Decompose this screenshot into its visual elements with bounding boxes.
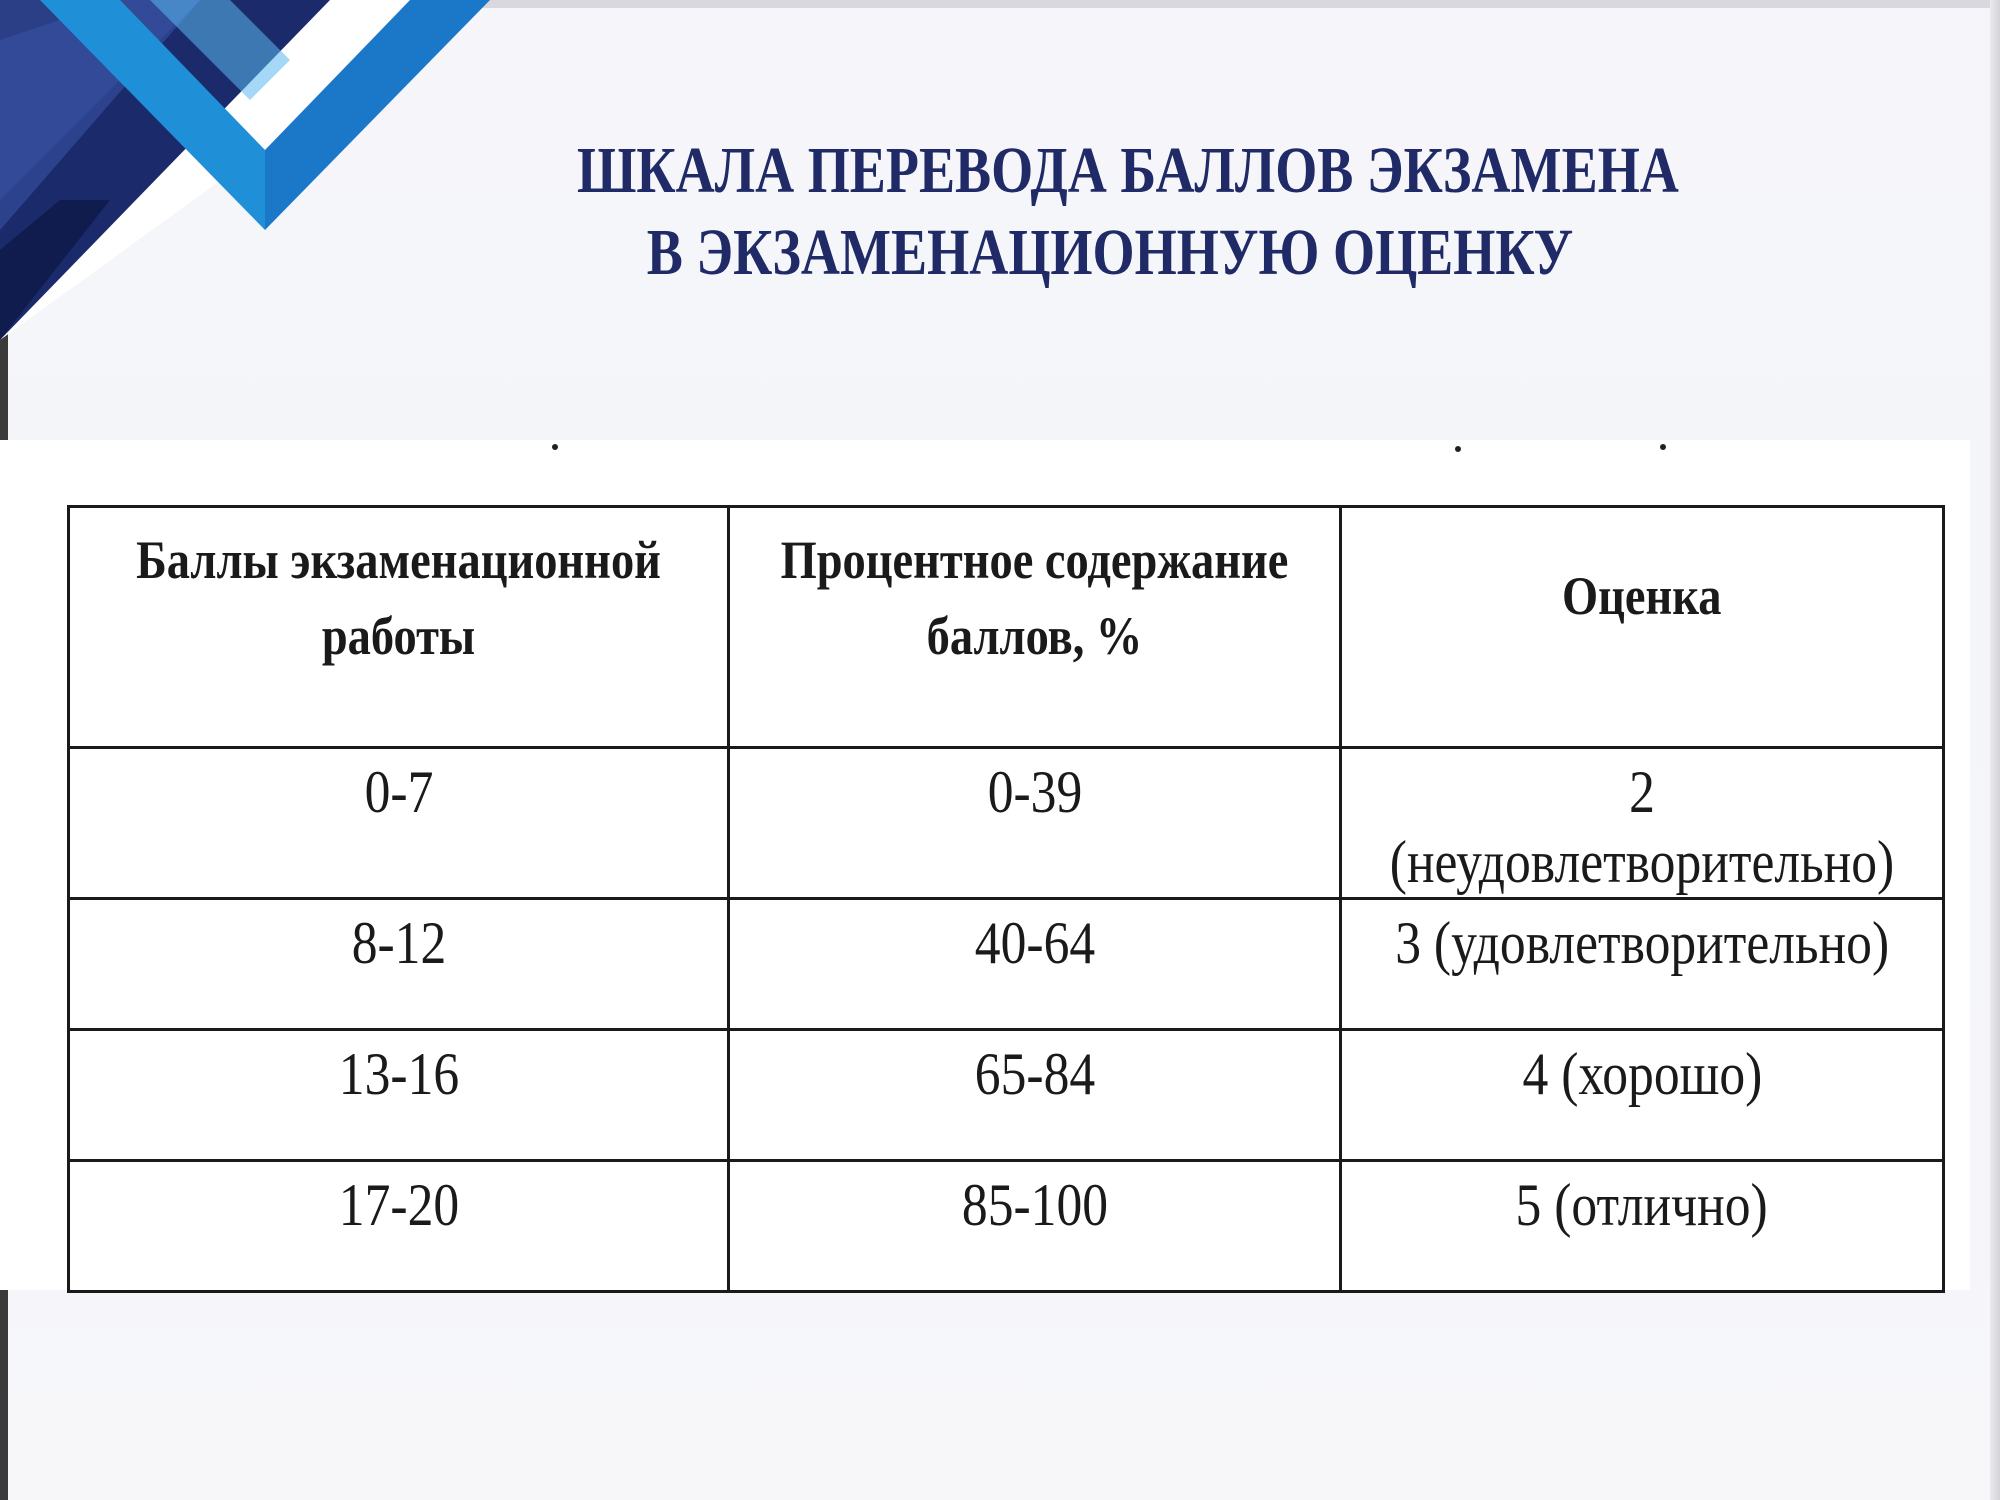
cell-grade-value: 2 (неудовлетворительно) <box>1389 759 1895 895</box>
right-edge-shadow <box>1990 0 2000 1500</box>
cell-percent <box>729 748 1341 899</box>
table-row <box>69 1161 1944 1292</box>
table-row <box>69 748 1944 899</box>
cell-percent-value: 40-64 <box>974 910 1095 976</box>
cell-percent-value: 65-84 <box>974 1041 1095 1107</box>
cell-percent-value: 85-100 <box>961 1172 1108 1238</box>
cell-points <box>69 1161 729 1292</box>
slide-title <box>577 130 1679 294</box>
cell-percent <box>729 1161 1341 1292</box>
table-header-row <box>69 507 1944 748</box>
header-grade-label: Оценка <box>1562 566 1722 626</box>
speck <box>1660 444 1666 450</box>
header-exam-points-label: Баллы экзаменационной работы <box>136 530 661 666</box>
score-conversion-table <box>67 505 1945 1293</box>
corner-decoration <box>0 0 500 360</box>
cell-points <box>69 1030 729 1161</box>
cell-points-value: 8-12 <box>351 910 446 976</box>
table-row <box>69 899 1944 1030</box>
cell-percent-value: 0-39 <box>987 759 1082 825</box>
cell-points-value: 13-16 <box>338 1041 459 1107</box>
title-line-1: ШКАЛА ПЕРЕВОДА БАЛЛОВ ЭКЗАМЕНА <box>577 134 1679 207</box>
cell-grade <box>1341 1161 1944 1292</box>
cell-points-value: 17-20 <box>338 1172 459 1238</box>
title-line-2: В ЭКЗАМЕНАЦИОННУЮ ОЦЕНКУ <box>646 216 1574 289</box>
cell-grade <box>1341 748 1944 899</box>
cell-points <box>69 899 729 1030</box>
cell-grade-value: 3 (удовлетворительно) <box>1395 910 1889 976</box>
speck <box>552 444 558 450</box>
cell-grade <box>1341 1030 1944 1161</box>
cell-grade-value: 4 (хорошо) <box>1522 1041 1762 1107</box>
header-percent-label: Процентное содержание баллов, % <box>780 530 1289 666</box>
cell-grade <box>1341 899 1944 1030</box>
cell-points <box>69 748 729 899</box>
cell-grade-value: 5 (отлично) <box>1515 1172 1769 1238</box>
cell-percent <box>729 1030 1341 1161</box>
header-grade <box>1341 507 1944 748</box>
cell-points-value: 0-7 <box>364 759 433 825</box>
header-percent <box>729 507 1341 748</box>
table-row <box>69 1030 1944 1161</box>
speck <box>1455 446 1461 452</box>
cell-percent <box>729 899 1341 1030</box>
header-exam-points <box>69 507 729 748</box>
